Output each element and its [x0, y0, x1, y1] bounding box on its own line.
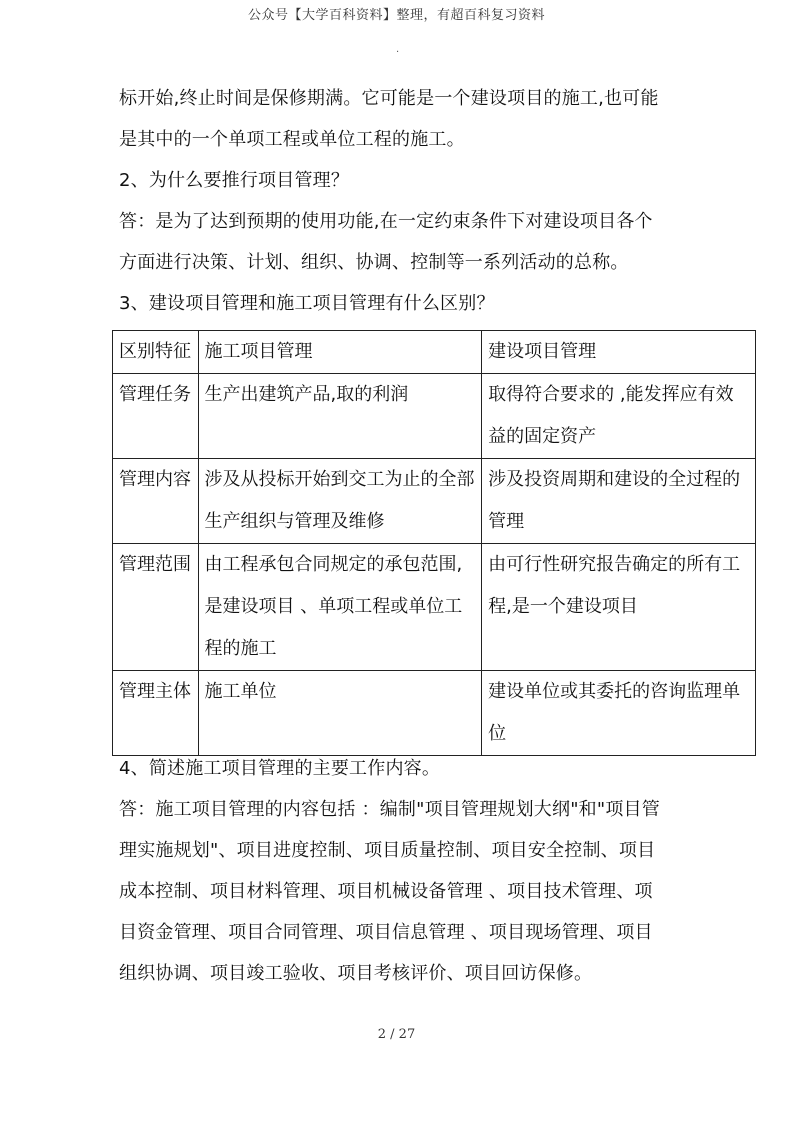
body-text-bottom — [119, 748, 719, 994]
answer-2-line: 答：是为了达到预期的使用功能,在一定约束条件下对建设项目各个 — [119, 211, 653, 232]
table-cell: 由可行性研究报告确定的所有工程,是一个建设项目 — [482, 544, 756, 671]
paragraph-line: 标开始,终止时间是保修期满。它可能是一个建设项目的施工,也可能 — [119, 88, 659, 109]
table-cell: 管理任务 — [113, 374, 199, 459]
table-cell: 建设单位或其委托的咨询监理单位 — [482, 671, 756, 756]
header-cell: 区别特征 — [113, 331, 199, 374]
table-row — [113, 374, 756, 459]
page-header: 公众号【大学百科资料】整理，有超百科复习资料 — [247, 8, 545, 23]
table-cell: 涉及投资周期和建设的全过程的管理 — [482, 459, 756, 544]
table-cell: 管理范围 — [113, 544, 199, 671]
table-cell: 取得符合要求的 ,能发挥应有效益的固定资产 — [482, 374, 756, 459]
header-cell: 施工项目管理 — [198, 331, 482, 374]
paragraph-line: 是其中的一个单项工程或单位工程的施工。 — [119, 129, 465, 150]
answer-2-line: 方面进行决策、计划、组织、协调、控制等一系列活动的总称。 — [119, 252, 629, 273]
table-header-row — [113, 331, 756, 374]
page-number: 2 / 27 — [377, 1027, 416, 1042]
table-cell: 管理主体 — [113, 671, 199, 756]
answer-4-line: 成本控制、项目材料管理、项目机械设备管理 、项目技术管理、项 — [119, 881, 653, 902]
table-cell: 涉及从投标开始到交工为止的全部生产组织与管理及维修 — [198, 459, 482, 544]
question-3: 3、建设项目管理和施工项目管理有什么区别？ — [119, 293, 495, 314]
comparison-table — [112, 330, 756, 756]
answer-4-line: 目资金管理、项目合同管理、项目信息管理 、项目现场管理、项目 — [119, 922, 653, 943]
table-row — [113, 459, 756, 544]
header-cell: 建设项目管理 — [482, 331, 756, 374]
question-4: 4、简述施工项目管理的主要工作内容。 — [119, 758, 441, 779]
table-cell: 由工程承包合同规定的承包范围,是建设项目 、单项工程或单位工程的施工 — [198, 544, 482, 671]
question-2: 2、为什么要推行项目管理？ — [119, 170, 350, 191]
answer-4-line: 答：施工项目管理的内容包括 ：编制"项目管理规划大纲"和"项目管 — [119, 799, 660, 820]
page-marker: . — [396, 44, 400, 55]
answer-4-line: 理实施规划"、项目进度控制、项目质量控制、项目安全控制、项目 — [119, 840, 656, 861]
body-text-top — [119, 78, 719, 324]
table-row — [113, 671, 756, 756]
answer-4-line: 组织协调、项目竣工验收、项目考核评价、项目回访保修。 — [119, 963, 593, 984]
table-cell: 生产出建筑产品,取的利润 — [198, 374, 482, 459]
table-cell: 管理内容 — [113, 459, 199, 544]
table-row — [113, 544, 756, 671]
table-cell: 施工单位 — [198, 671, 482, 756]
